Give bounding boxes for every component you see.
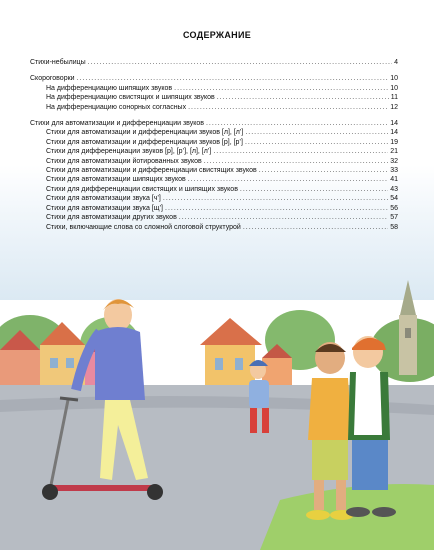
toc-subentry[interactable] <box>30 204 398 213</box>
toc-subentry-label: На дифференциацию шипящих звуков <box>46 84 173 92</box>
leader-dots <box>188 103 388 112</box>
toc-subentry-page: 33 <box>390 167 398 175</box>
toc-subentry[interactable] <box>30 147 398 156</box>
toc-entry-page: 4 <box>394 59 398 66</box>
toc-subentry-label: Стихи для автоматизации шипящих звуков <box>46 176 186 184</box>
leader-dots <box>213 147 388 156</box>
toc-subentry-page: 14 <box>390 129 398 137</box>
leader-dots <box>77 74 389 83</box>
toc-subentry-page: 41 <box>390 176 398 184</box>
leader-dots <box>217 93 389 102</box>
leader-dots <box>204 157 388 166</box>
toc-subentry[interactable] <box>30 157 398 166</box>
toc-subentry-label: Стихи для автоматизации звука [щ’] <box>46 204 163 212</box>
leader-dots <box>259 166 388 175</box>
toc-subentry-page: 57 <box>390 214 398 222</box>
toc-subentry[interactable] <box>30 194 398 203</box>
toc-subentry-page: 56 <box>390 204 398 212</box>
toc-subentry-label: Стихи для автоматизации и дифференциации звуков [л], [л’] <box>46 129 244 137</box>
toc-subentry[interactable] <box>30 138 398 147</box>
toc-subentry-label: Стихи, включающие слова со сложной слоговой структурой <box>46 223 241 231</box>
toc-entry-label: Стихи для автоматизации и дифференциации звуков <box>30 120 204 128</box>
toc-entry[interactable] <box>30 74 398 83</box>
toc-subentry-label: На дифференциацию сонорных согласных <box>46 103 187 111</box>
toc-subentry-label: Стихи для дифференциации свистящих и шипящих звуков <box>46 185 238 193</box>
table-of-contents <box>30 58 398 239</box>
leader-dots <box>179 213 388 222</box>
toc-subentry[interactable] <box>30 166 398 175</box>
toc-subentry[interactable] <box>30 213 398 222</box>
toc-subentry-page: 43 <box>390 185 398 193</box>
toc-entry[interactable] <box>30 58 398 67</box>
toc-entry-label: Стихи-небылицы <box>30 59 86 66</box>
toc-section <box>30 119 398 232</box>
leader-dots <box>174 84 388 93</box>
toc-subentry[interactable] <box>30 103 398 112</box>
toc-subentry-page: 58 <box>390 223 398 231</box>
leader-dots <box>88 58 392 67</box>
toc-subentry-label: Стихи для автоматизации и дифференциации звуков [р], [р’] <box>46 138 243 146</box>
leader-dots <box>188 175 389 184</box>
toc-subentry-label: Стихи для автоматизации других звуков <box>46 214 177 222</box>
toc-subentry[interactable] <box>30 93 398 102</box>
toc-entry-page: 14 <box>390 120 398 128</box>
toc-entry-label: Скороговорки <box>30 75 75 83</box>
toc-subentry[interactable] <box>30 223 398 232</box>
toc-entry-page: 10 <box>390 75 398 83</box>
leader-dots <box>245 138 388 147</box>
toc-subentry[interactable] <box>30 175 398 184</box>
toc-subentry-page: 12 <box>390 103 398 111</box>
toc-subentry-page: 19 <box>390 138 398 146</box>
toc-subentry-page: 10 <box>390 84 398 92</box>
toc-subentry[interactable] <box>30 128 398 137</box>
toc-subentry-page: 21 <box>390 148 398 156</box>
leader-dots <box>206 119 388 128</box>
page-title: СОДЕРЖАНИЕ <box>182 30 252 40</box>
toc-subentry-page: 11 <box>390 94 398 102</box>
toc-subentry-label: Стихи для автоматизации и дифференциации свистящих звуков <box>46 167 257 175</box>
toc-subentry[interactable] <box>30 84 398 93</box>
leader-dots <box>243 223 388 232</box>
illustration-town-scene <box>0 240 434 550</box>
toc-section <box>30 58 398 67</box>
leader-dots <box>245 128 388 137</box>
toc-subentry[interactable] <box>30 185 398 194</box>
toc-subentry-label: Стихи для автоматизации йотированных звуков <box>46 157 202 165</box>
toc-entry[interactable] <box>30 119 398 128</box>
leader-dots <box>240 185 388 194</box>
church-tower <box>399 280 417 375</box>
toc-subentry-page: 32 <box>390 157 398 165</box>
leader-dots <box>163 194 388 203</box>
toc-subentry-label: На дифференциацию свистящих и шипящих звуков <box>46 94 215 102</box>
toc-subentry-label: Стихи для дифференциации звуков [р], [р’], [л], [л’] <box>46 148 212 156</box>
toc-subentry-page: 54 <box>390 195 398 203</box>
toc-section <box>30 74 398 112</box>
leader-dots <box>165 204 388 213</box>
toc-subentry-label: Стихи для автоматизации звука [ч’] <box>46 195 161 203</box>
